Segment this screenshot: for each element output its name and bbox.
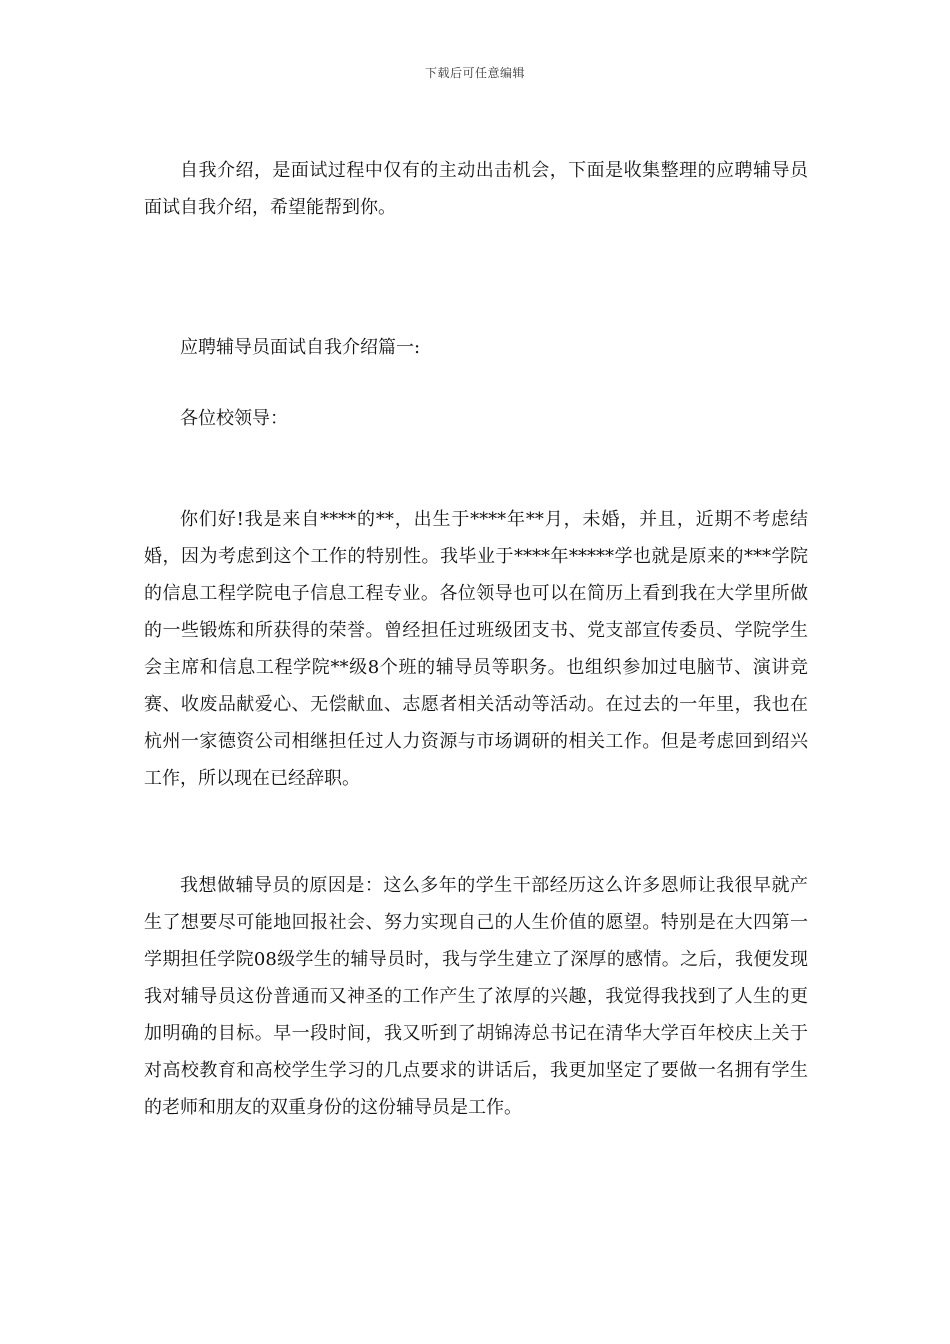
body-paragraph-1: 你们好!我是来自****的**，出生于****年**月，未婚，并且，近期不考虑结婚，因为考虑到这个工作的特别性。我毕业于****年*****学也就是原来的***学院的信息工程学院电子信息工程专业。各位领导也可以在简历上看到我在大学里所做的一些锻炼和所获得的荣誉。曾经担任过班级团支书、党支部宣传委员、学院学生会主席和信息工程学院**级8个班的辅导员等职务。也组织参加过电脑节、演讲竞赛、收废品献爱心、无偿献血、志愿者相关活动等活动。在过去的一年里，我也在杭州一家德资公司相继担任过人力资源与市场调研的相关工作。但是考虑回到绍兴工作，所以现在已经辞职。 [144,509,808,789]
body-paragraph-2: 我想做辅导员的原因是：这么多年的学生干部经历这么许多恩师让我很早就产生了想要尽可能地回报社会、努力实现自己的人生价值的愿望。特别是在大四第一学期担任学院08级学生的辅导员时，我与学生建立了深厚的感情。之后，我便发现我对辅导员这份普通而又神圣的工作产生了浓厚的兴趣，我觉得我找到了人生的更加明确的目标。早一段时间，我又听到了胡锦涛总书记在清华大学百年校庆上关于对高校教育和高校学生学习的几点要求的讲话后，我更加坚定了要做一名拥有学生的老师和朋友的双重身份的这份辅导员是工作。 [144,875,808,1118]
greeting-line: 各位校领导： [180,408,288,429]
section-heading: 应聘辅导员面试自我介绍篇一: [180,337,421,358]
intro-paragraph: 自我介绍，是面试过程中仅有的主动出击机会，下面是收集整理的应聘辅导员面试自我介绍，希望能帮到你。 [144,160,808,218]
page-header: 下载后可任意编辑 [424,66,525,80]
